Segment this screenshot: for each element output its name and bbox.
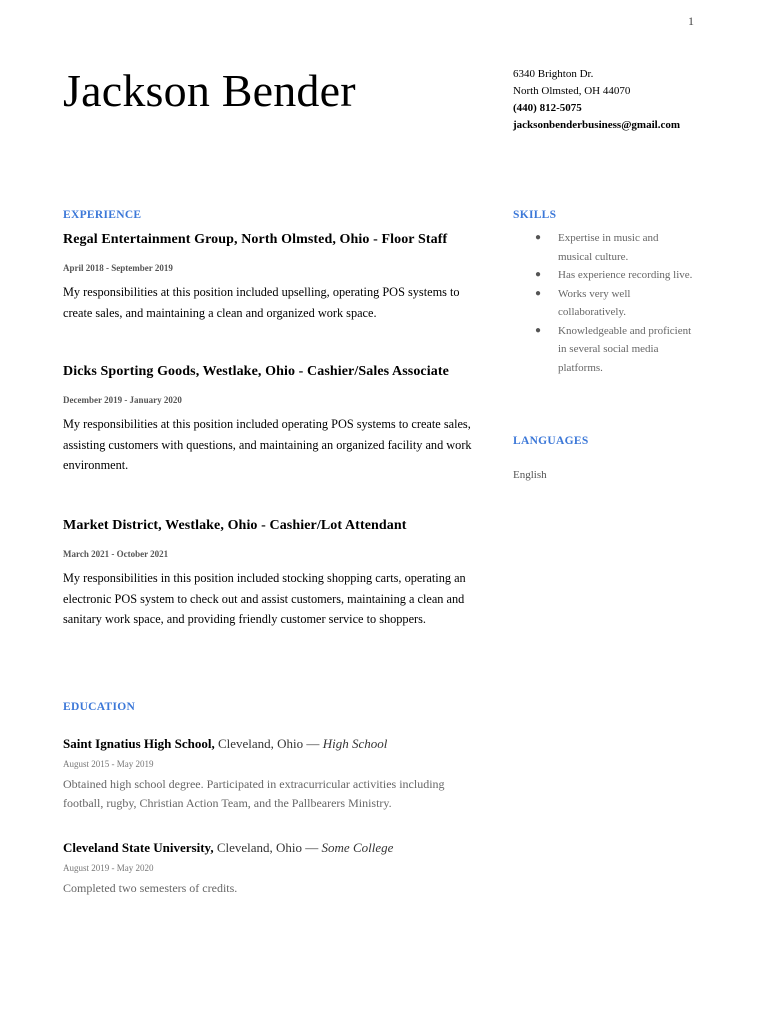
education-dates: August 2015 - May 2019	[63, 759, 154, 769]
bullet-icon: ●	[535, 269, 542, 280]
education-title	[63, 840, 483, 856]
degree: High School	[322, 736, 388, 751]
email-address: jacksonbenderbusiness@gmail.com	[513, 119, 680, 131]
education-entry	[63, 736, 483, 813]
skills-heading: SKILLS	[513, 209, 557, 221]
phone-number: (440) 812-5075	[513, 102, 582, 114]
job-dates: December 2019 - January 2020	[63, 395, 182, 405]
language-value: English	[513, 469, 547, 481]
experience-entry	[63, 232, 478, 323]
skill-item	[513, 266, 693, 285]
school-name: Saint Ignatius High School,	[63, 736, 215, 751]
education-dates: August 2019 - May 2020	[63, 863, 154, 873]
skill-text: Expertise in music and musical culture.	[558, 232, 659, 263]
degree: Some College	[321, 840, 394, 855]
education-heading: EDUCATION	[63, 701, 136, 713]
school-name: Cleveland State University,	[63, 840, 214, 855]
skill-text: Has experience recording live.	[558, 269, 693, 281]
education-entry	[63, 840, 483, 898]
education-description: Obtained high school degree. Participated in extracurricular activities including football, rugby, Christian Action Team, and the Pallbearers Ministry.	[63, 777, 445, 810]
school-location: Cleveland, Ohio —	[214, 736, 323, 751]
skills-list	[513, 229, 693, 377]
skill-item	[513, 322, 693, 378]
languages-heading: LANGUAGES	[513, 435, 589, 447]
job-title: Regal Entertainment Group, North Olmsted, Ohio - Floor Staff	[63, 232, 448, 247]
bullet-icon: ●	[535, 324, 542, 336]
candidate-name: Jackson Bender	[63, 65, 356, 116]
skill-item	[513, 229, 693, 266]
job-dates: March 2021 - October 2021	[63, 549, 169, 559]
education-title	[63, 736, 483, 752]
page-number: 1	[688, 14, 694, 28]
address-line-2: North Olmsted, OH 44070	[513, 85, 631, 97]
school-location: Cleveland, Ohio —	[213, 840, 322, 855]
contact-block	[513, 66, 683, 134]
bullet-icon: ●	[535, 287, 542, 299]
skill-text: Knowledgeable and proficient in several social media platforms.	[558, 324, 692, 374]
job-title: Dicks Sporting Goods, Westlake, Ohio - Cashier/Sales Associate	[63, 364, 449, 379]
bullet-icon: ●	[535, 232, 542, 243]
experience-entry	[63, 518, 478, 630]
job-title: Market District, Westlake, Ohio - Cashier/Lot Attendant	[63, 518, 407, 533]
experience-heading: EXPERIENCE	[63, 209, 142, 221]
education-description: Completed two semesters of credits.	[63, 881, 238, 895]
address-line-1: 6340 Brighton Dr.	[513, 68, 594, 80]
job-dates: April 2018 - September 2019	[63, 263, 173, 273]
job-description: My responsibilities at this position included operating POS systems to create sales, assisting customers with questions, and maintaining an organized facility and work environment.	[63, 417, 472, 472]
job-description: My responsibilities at this position included upselling, operating POS systems to create sales, and maintaining a clean and organized work space.	[63, 285, 460, 320]
job-description: My responsibilities in this position included stocking shopping carts, operating an electronic POS system to check out and assist customers, maintaining a clean and sanitary work space, and providing friendly customer service to shoppers.	[63, 571, 466, 626]
experience-entry	[63, 364, 478, 476]
skill-item	[513, 285, 693, 322]
skill-text: Works very well collaboratively.	[558, 287, 631, 318]
